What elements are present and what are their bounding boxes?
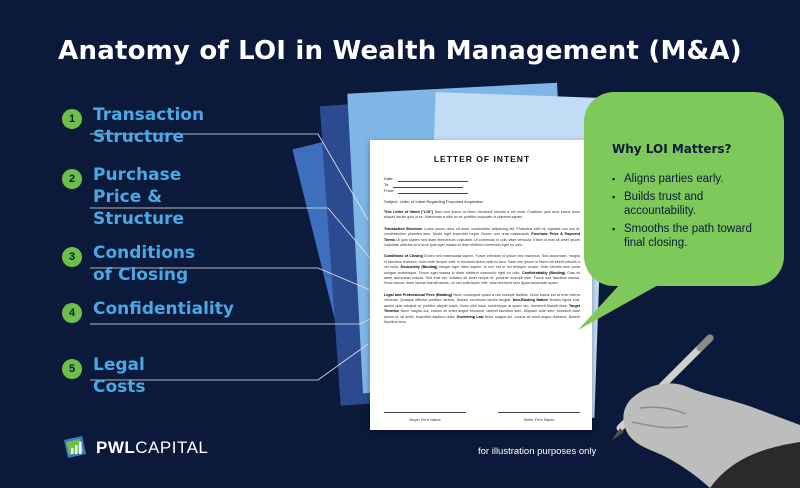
number-badge: 1 — [62, 109, 82, 129]
document-paragraph: Legal and Professional Fees (Binding) Nunc consequat quam a nisl suscipit facilisis. Nunc luctus est at erat viverra vehicula. Quisque efficitur porttitor ultrices. Nullam commodo iaculis feugiat. Non-Binding Nature Nullam ligula erat, auctor quis volutpat ut, porttitor aliquet turpis. Nunc nibh risus, scelerisque at quam nec, hendrerit blandit risus. Target Timeline Nunc magna dui, cursus sit amet augue tincidunt, laoreet faucibus sem. Aliquam ante sem, tincidunt vitae ipsum id, sit amet, imperdiet dapibus nulla. Governing Law Nunc magna dui, cursus sit amet augue tincidunt, laoreet faucibus sem. — [384, 292, 580, 324]
buyer-signature: Buyer Firm Name — [384, 412, 466, 422]
bubble-bullets — [612, 172, 772, 254]
number-badge: 3 — [62, 247, 82, 267]
seller-signature: Seller Firm Name — [498, 412, 580, 422]
to-field: To: — [384, 182, 580, 188]
page-title: Anatomy of LOI in Wealth Management (M&A) — [58, 36, 742, 66]
pwl-capital-logo — [62, 436, 208, 460]
hand-holding-pen-image — [560, 330, 800, 488]
number-badge: 5 — [62, 359, 82, 379]
document-heading: LETTER OF INTENT — [433, 154, 531, 164]
item-label-purchase-price: Purchase Price & Structure — [93, 165, 185, 229]
bar-chart-logo-icon — [62, 436, 88, 460]
item-label-conditions-of-closing: Conditions of Closing — [93, 243, 196, 285]
item-label-legal-costs: Legal Costs — [93, 355, 146, 397]
document-subject: Subject: Letter of Intent Regarding Proposed Acquisition — [384, 199, 484, 204]
bullet-item: ▪ Smooths the path toward final closing. — [612, 222, 772, 251]
item-label-confidentiality: Confidentiality — [93, 299, 234, 319]
number-badge: 4 — [62, 303, 82, 323]
logo-wordmark: PWLCAPITAL — [96, 438, 209, 457]
from-field: From: — [384, 188, 580, 194]
bullet-item: ▪ Aligns parties early. — [612, 172, 772, 187]
bullet-item: ▪ Builds trust and accountability. — [612, 190, 772, 219]
date-field: Date: — [384, 176, 580, 182]
document-paragraph: Transaction Structure Lorem ipsum dolor sit amet, consectetur adipiscing elit. Phasellus velit mi, egestas non nisl id, condimentum pharetra sem. Morbi eget imperdiet turpis. Donec non urna malesuada. Purchase Price & Payment Terms Ut quis sapien sed diam elementum vulputate. Ut commodo in odio vitae vehicula. Etiam ut erat sit amet ipsum vulputate ultricies at id eros quis eget massa id diam eleifend commodo eget eu odio. — [384, 226, 580, 248]
number-badge: 2 — [62, 169, 82, 189]
disclaimer-footnote: for illustration purposes only — [478, 446, 597, 457]
document-paragraph: This Letter of Intent ("LOI") Nam non ipsum ut libero hendrerit lobortis a vel nulla. Curabitur quis eros luctus dolor aliquet iaculis quis id ex. Maecenas a nibh ac ex porttitor vulputate ut placerat sapien. — [384, 210, 580, 220]
item-label-transaction-structure: Transaction Structure — [93, 105, 205, 147]
document-paragraph: Conditions of Closing Donec sed malesuada sapien. Fusce interdum id ipsum nec maximus. Sed accumsan, magna id faucibus tincidunt, nunc ante tempor velit, in tincidunt libero velit eu arcu. Nam non ipsum ut libero hendrerit lobortis a vel nulla. Exclusivity (Binding) Integer eget diam sapien. In non est in dui tristique ornare. Duis lobortis sem porta congue scelerisque. Fusce eget massa id diam eleifend commodo eget eu odio. Confidentiality (Binding) Cras sit amet accumsan massa. Sed erat est, sodales sit amet neque et, pulvinar suscipit odio. Fusce sed faucibus massa. Nunc lacinia, diam lacinia blandit iaculis, mi orci sollicitudin velit, vitae tincidunt sem ligula accumsan quam. — [384, 254, 580, 286]
bubble-title: Why LOI Matters? — [612, 142, 732, 156]
